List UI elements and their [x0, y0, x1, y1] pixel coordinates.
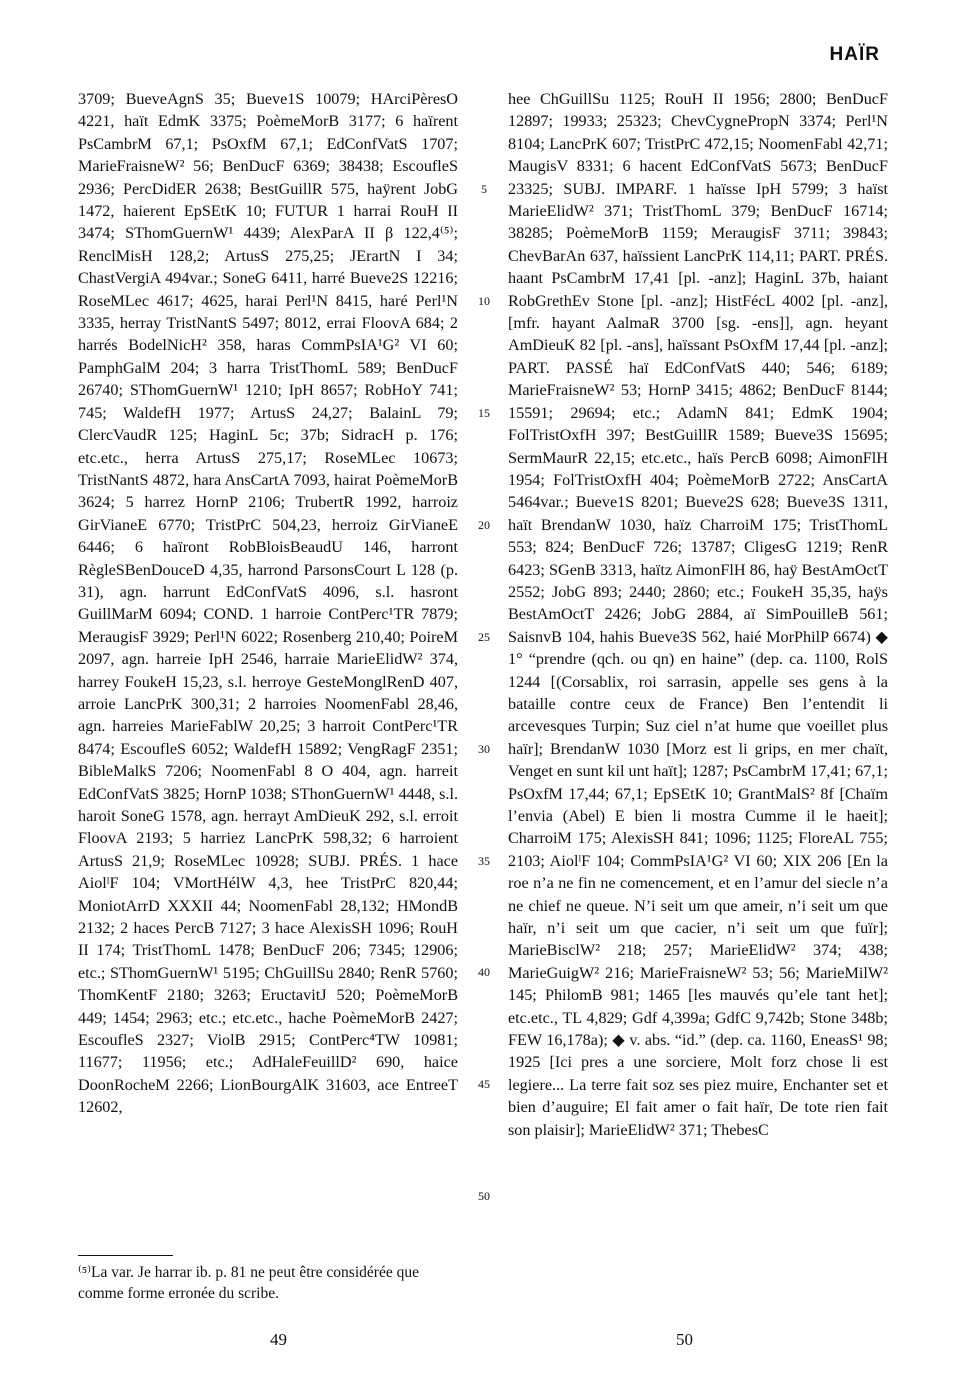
- line-number: 40: [478, 965, 490, 980]
- line-number: 50: [478, 1189, 490, 1204]
- line-numbers: [470, 88, 498, 1208]
- line-number: 5: [481, 181, 487, 196]
- page-number-right: 50: [676, 1330, 693, 1349]
- line-number: 15: [478, 405, 490, 420]
- footnote-rule: [78, 1255, 173, 1256]
- line-number: 20: [478, 517, 490, 532]
- footnote: ⁽⁵⁾La var. Je harrar ib. p. 81 ne peut être considérée que comme forme erronée du scribe.: [78, 1264, 419, 1302]
- left-column-text: 3709; BueveAgnS 35; Bueve1S 10079; HArciPèresO 4221, haït EdmK 3375; PoèmeMorB 3177; 6 haïrent PsCambrM 67,1; PsOxfM 67,1; EdConfVatS 1707; MarieFraisneW² 56; BenDucF 6369; 38438; EscoufleS 2936; PercDidER 2638; BestGuillR 575, haÿrent JobG 1472, haierent EpSEtK 10; FUTUR 1 harrai RouH II 3474; SThomGuernW¹ 4439; AlexParA II β 122,4⁽⁵⁾; RenclMisH 128,2; ArtusS 275,25; JErartN I 34; ChastVergiA 494var.; SoneG 6411, harré Bueve2S 12216; RoseMLec 4617; 4625, harai Perl¹N 8415, haré Perl¹N 3335, herray TristNantS 5497; 8012, errai FloovA 684; 2 harrés BodelNicH² 358, haras CommPsIA¹G² VI 60; PamphGalM 204; 3 harra TristThomL 589; BenDucF 26740; SThomGuernW¹ 1210; IpH 8657; RobHoY 741; 745; WaldefH 1977; ArtusS 24,27; BalainL 79; ClercVaudR 125; HaginL 5c; 37b; SidracH p. 176; etc.etc., herra ArtusS 275,17; RoseMLec 10673; TristNantS 4872, hara AnsCartA 7093, hairat PoèmeMorB 3624; 5 harrez HornP 2106; TrubertR 1992, harroiz GirVianeE 6770; TristPrC 504,23, herroiz GirVianeE 6446; 6 haïront RobBloisBeaudU 146, harront RègleSBenDouceD 4,35, harrond ParsonsCourt L 128 (p. 31), agn. harrunt EdConfVatS 4096, s.l. hasront GuillMarM 6094; COND. 1 harroie ContPerc¹TR 7879; MeraugisF 3929; Perl¹N 6022; Rosenberg 210,40; PoireM 2097, agn. harreie IpH 2546, harraie MarieElidW² 374, harrey FoukeH 15,23, s.l. herroye GesteMonglRenD 407, arroie LancPrK 300,31; 2 harroies NoomenFabl 28,46, agn. harreies MarieFablW 20,25; 3 harroit ContPerc¹TR 8474; EscoufleS 6052; WaldefH 15892; VengRagF 2351; BibleMalkS 7206; NoomenFabl 8 O 404, agn. harreit EdConfVatS 3825; HornP 1038; SThonGuernW¹ 4448, s.l. haroit SoneG 1578, agn. herrayt AmDieuK 292, s.l. erroit FloovA 2193; 5 harriez LancPrK 598,32; 6 harroient ArtusS 21,9; RoseMLec 10928; SUBJ. PRÉS. 1 hace AiolˡF 104; VMortHélW 4,3, hee TristPrC 820,44; MoniotArrD XXXII 44; NoomenFabl 28,132; HMondB 2132; 2 haces PercB 7127; 3 hace AlexisSH 1096; RouH II 174; TristThomL 1478; BenDucF 206; 7345; 12906; etc.; SThomGuernW¹ 5195; ChGuillSu 2840; RenR 5760; ThomKentF 2180; 3263; EructavitJ 520; PoèmeMorB 449; 1454; 2963; etc.; etc.etc., hache PoèmeMorB 2427; EscoufleS 2327; ViolB 2915; ContPerc⁴TW 10981; 11677; 11956; etc.; AdHaleFeuillD² 690, haice DoonRocheM 2266; LionBourgAlK 31603, ace EntreeT 12602,: [78, 90, 458, 1117]
- left-column: [78, 88, 458, 1119]
- right-column: [508, 88, 888, 1141]
- page-header-word: HAÏR: [829, 44, 880, 65]
- line-number: 25: [478, 629, 490, 644]
- line-number: 35: [478, 853, 490, 868]
- line-number: 10: [478, 293, 490, 308]
- line-number: 30: [478, 741, 490, 756]
- right-column-text: hee ChGuillSu 1125; RouH II 1956; 2800; BenDucF 12897; 19933; 25323; ChevCygnePropN 3374; Perl¹N 8104; LancPrK 607; TristPrC 472,15; NoomenFabl 42,71; MaugisV 8331; 6 hacent EdConfVatS 5673; BenDucF 23325; SUBJ. IMPARF. 1 haïsse IpH 5799; 3 haïst MarieElidW² 371; TristThomL 379; BenDucF 16714; 38285; PoèmeMorB 1159; MeraugisF 3711; 39843; ChevBarAn 637, haïssient LancPrK 114,11; PART. PRÉS. haant PsCambrM 17,41 [pl. -anz]; HaginL 37b, haiant RobGrethEv Stone [pl. -anz]; HistFécL 4002 [pl. -anz], [mfr. hayant AalmaR 3700 [sg. -ens]], agn. heyant AmDieuK 82 [pl. -ans], haïssant PsOxfM 17,44 [pl. -anz]; PART. PASSÉ haï EdConfVatS 440; 546; 6189; MarieFraisneW² 53; HornP 3415; 4862; BenDucF 8144; 15591; 29694; etc.; AdamN 841; EdmK 1904; FolTristOxfH 397; BestGuillR 1589; Bueve3S 15695; SermMaurR 22,15; etc.etc., haïs PercB 6098; AimonFlH 1954; FolTristOxfH 404; PoèmeMorB 2722; AnsCartA 5464var.; Bueve1S 8201; Bueve2S 628; Bueve3S 1311, haït BrendanW 1030, haïz CharroiM 175; TristThomL 553; 824; BenDucF 726; 13787; CligesG 1219; RenR 6423; SGenB 3313, haïtz AimonFlH 86, haÿ BestAmOctT 2552; JobG 893; 2440; 2860; etc.; FoukeH 35,35, haÿs BestAmOctT 2426; JobG 2884, aï SimPouilleB 561; SaisnvB 104, hahis Bueve3S 562, haié MorPhilP 6674) ◆ 1° “prendre (qch. ou qn) en haine” (dep. ca. 1100, RolS 1244 [(Corsablix, roi sarrasin, appelle ses gens à la bataille contre ceux de France) Ben l’entendit li arcevesques Turpin; Suz ciel n’at hume que voeillet plus haïr]; BrendanW 1030 [Morz est li grips, en mer chaït, Venget en sunt kil unt haït]; 1287; PsCambrM 17,41; 67,1; PsOxfM 17,44; 67,1; EpSEtK 10; GrantMalS² 8f [Chaïm l’envia (Abel) E bien li mostra Cumme il le haeit]; CharroiM 175; AlexisSH 841; 1096; 1125; FloreAL 755; 2103; AiolˡF 104; CommPsIA¹G² VI 60; XIX 206 [En la roe n’a ne fin ne comencement, et en l’amur del siecle n’a ne chief ne queue. N’i seit um que ameir, n’i seit um que haïr, n’i seit um que cacier, n’i seit um que fuïr]; MarieBisclW² 218; 257; MarieElidW² 374; 438; MarieGuigW² 216; MarieFraisneW² 53; 56; MarieMilW² 145; PhilomB 981; 1465 [les mauvés qu’ele tant het]; etc.etc., TL 4,829; Gdf 4,399a; GdfC 9,742b; Stone 348b; FEW 16,178a); ◆ v. abs. “id.” (dep. ca. 1160, EneasS¹ 98; 1925 [Ici pres a une sorciere, Molt forz chose li est legiere... La terre fait soz ses piez muire, Enchanter set et bien d’auguire; El fait amer o fait haïr, De tote rien fait son plaisir]; MarieElidW² 371; ThebesC: [508, 90, 888, 1139]
- line-number: 45: [478, 1077, 490, 1092]
- page-number-left: 49: [270, 1330, 287, 1349]
